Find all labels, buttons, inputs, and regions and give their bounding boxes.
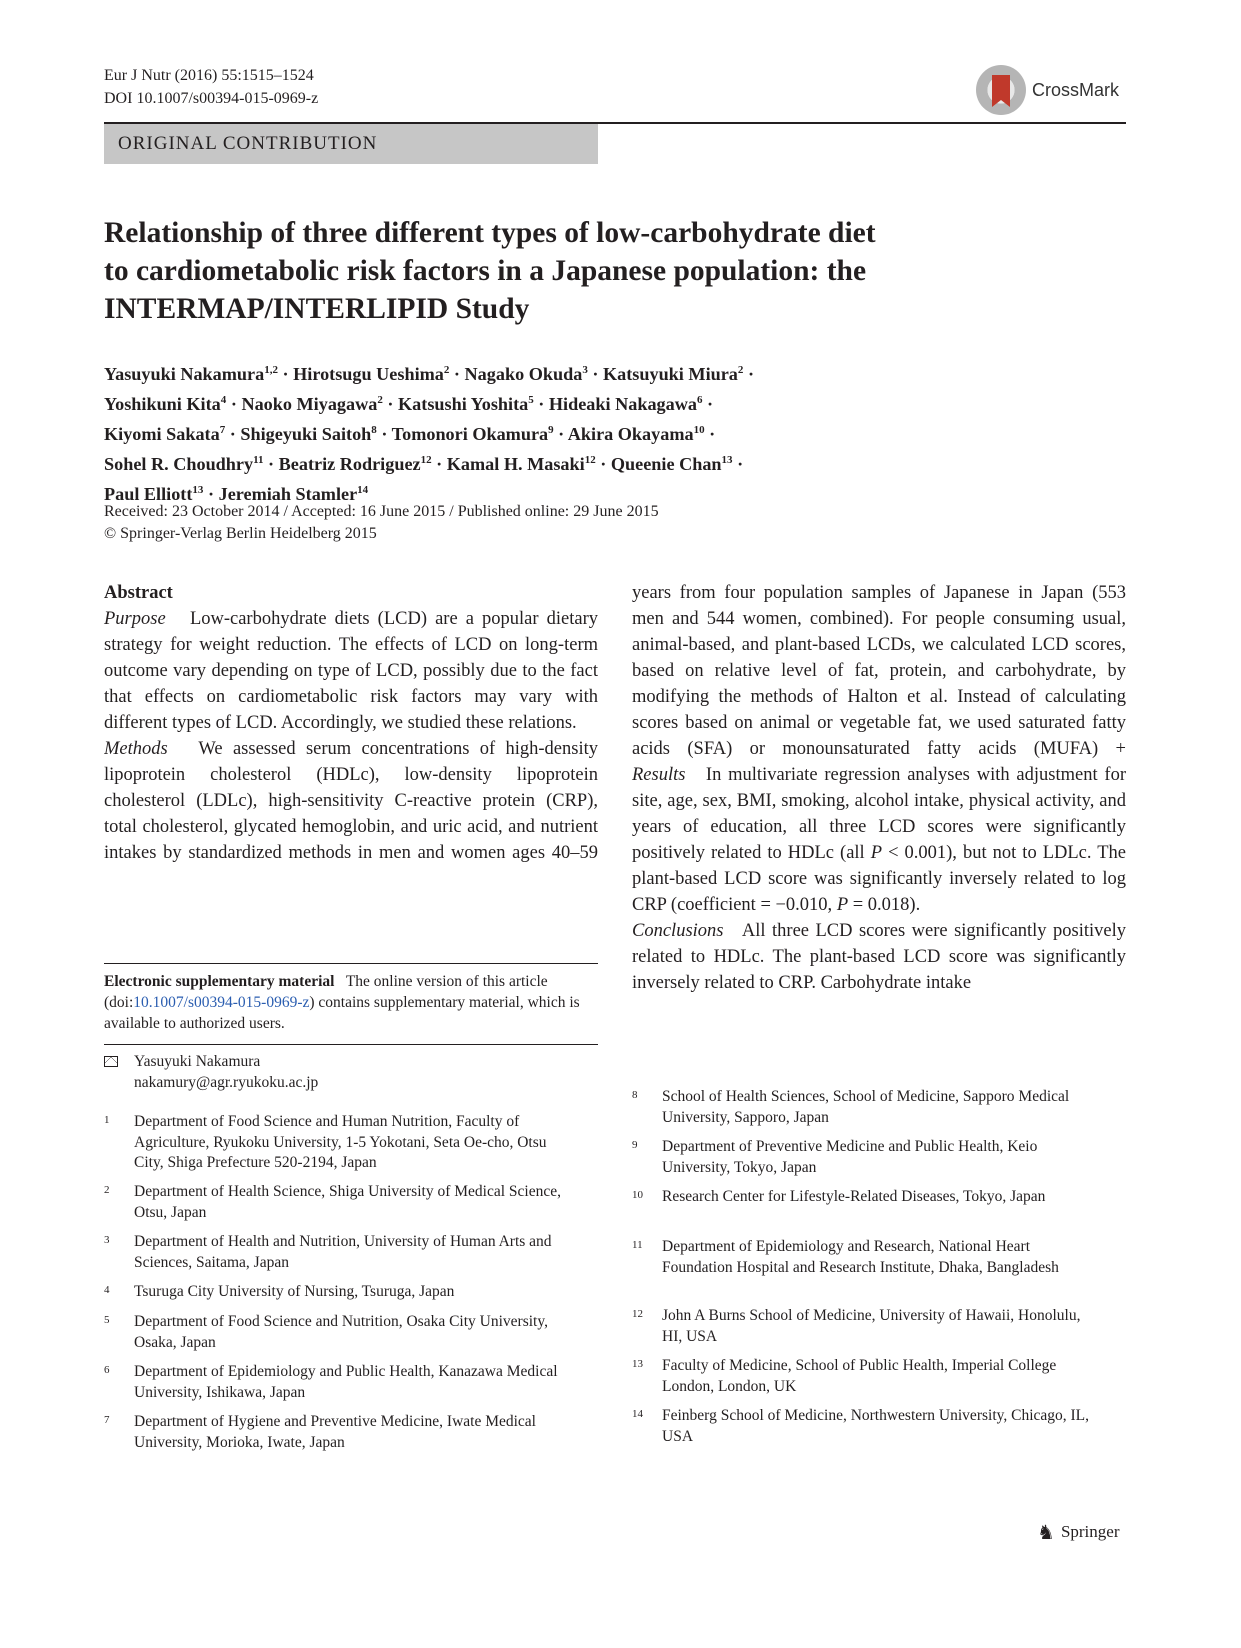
affiliation-text: Department of Hygiene and Preventive Medicine, Iwate Medical University, Morioka, Iwate, Japan — [134, 1413, 536, 1451]
affiliation-text: Research Center for Lifestyle-Related Diseases, Tokyo, Japan — [662, 1188, 1046, 1205]
author-affiliation: 7 — [219, 424, 226, 437]
author-name[interactable]: Naoko Miyagawa — [241, 394, 378, 415]
p-symbol: P — [836, 895, 849, 915]
supplementary-label: Electronic supplementary material — [104, 973, 335, 990]
affiliation-number: 1 — [104, 1114, 110, 1126]
affiliations-right — [632, 1087, 1126, 1467]
supplementary-text: The online version of this article (doi: — [104, 973, 548, 1011]
affiliation-number: 5 — [104, 1314, 110, 1326]
correspondence — [104, 1052, 598, 1096]
results-text: = 0.018). — [852, 895, 921, 915]
author-name[interactable]: Kamal H. Masaki — [446, 454, 585, 475]
conclusions-label: Conclusions — [632, 921, 724, 941]
springer-horse-icon: ♞ — [1037, 1520, 1055, 1544]
affiliation-number: 10 — [632, 1189, 643, 1201]
supplementary-note — [104, 971, 598, 1034]
abstract-heading: Abstract — [104, 583, 173, 603]
author-affiliation: 10 — [693, 424, 705, 437]
author-name[interactable]: Hideaki Nakagawa — [548, 394, 697, 415]
author-affiliation: 13 — [721, 454, 733, 467]
journal-volume: Eur J Nutr (2016) 55:1515–1524 — [104, 67, 314, 84]
journal-citation — [104, 64, 318, 110]
article-title — [104, 214, 1044, 328]
author-line: Kiyomi Sakata$^7$ · Shigeyuki Saitoh$^8$ · Tomonori Okamura$^9$ · Akira Okayama$^{10}$ · — [104, 424, 716, 445]
affiliation-text: John A Burns School of Medicine, University of Hawaii, Honolulu, HI, USA — [662, 1307, 1081, 1345]
affiliation-text: Faculty of Medicine, School of Public Health, Imperial College London, London, UK — [662, 1357, 1057, 1395]
author-affiliation: 2 — [443, 364, 450, 376]
author-affiliation: 1,2 — [264, 364, 278, 376]
author-name[interactable]: Yasuyuki Nakamura — [104, 364, 265, 385]
affiliation-text: Department of Health and Nutrition, University of Human Arts and Sciences, Saitama, Japan — [134, 1233, 552, 1271]
crossmark-icon — [976, 65, 1026, 115]
author-line: Yoshikuni Kita$^4$ · Naoko Miyagawa$^2$ · Katsushi Yoshita$^5$ · Hideaki Nakagawa$^6$ · — [104, 394, 714, 415]
author-name[interactable]: Sohel R. Choudhry — [104, 454, 254, 475]
title-line: INTERMAP/INTERLIPID Study — [104, 293, 530, 325]
affiliation-text: School of Health Sciences, School of Medicine, Sapporo Medical University, Sapporo, Japan — [662, 1088, 1070, 1126]
author-name[interactable]: Yoshikuni Kita — [104, 394, 221, 415]
author-line: Yasuyuki Nakamura$^{1,2}$ · Hirotsugu Ueshima$^2$ · Nagako Okuda$^3$ · Katsuyuki Miura$^2$ · — [104, 364, 755, 385]
author-name[interactable]: Katsuyuki Miura — [602, 364, 738, 385]
envelope-icon — [104, 1056, 118, 1067]
methods-continuation — [632, 580, 1126, 762]
author-name[interactable]: Tomonori Okamura — [391, 424, 549, 445]
abstract-right-column — [632, 580, 1126, 996]
author-affiliation: 4 — [220, 394, 227, 407]
conclusions-text: All three LCD scores were significantly positively related to HDLc. The plant-based LCD score was significantly inversely related to CRP. Carbohydrate intake — [632, 921, 1127, 993]
supplementary-text: ) contains supplementary material, which is available to authorized users. — [104, 994, 580, 1032]
author-line: Sohel R. Choudhry$^{11}$ · Beatriz Rodriguez$^{12}$ · Kamal H. Masaki$^{12}$ · Queenie Chan$^{13}$ · — [104, 454, 744, 475]
affiliation-text: Department of Epidemiology and Public Health, Kanazawa Medical University, Ishikawa, Japan — [134, 1363, 558, 1401]
abstract-purpose — [104, 606, 598, 736]
affiliation-number: 12 — [632, 1308, 643, 1320]
author-name[interactable]: Katsushi Yoshita — [398, 394, 529, 415]
author-affiliation: 14 — [357, 484, 369, 497]
author-name[interactable]: Shigeyuki Saitoh — [240, 424, 372, 445]
affiliation-text: Department of Food Science and Human Nutrition, Faculty of Agriculture, Ryukoku University, 1-5 Yokotani, Seta Oe-cho, Otsu City, Shiga Prefecture 520-2194, Japan — [134, 1113, 547, 1171]
author-affiliation: 5 — [528, 394, 534, 407]
affiliation-number: 6 — [104, 1364, 110, 1376]
title-line: to cardiometabolic risk factors in a Japanese population: the — [104, 255, 867, 287]
history-dates: Received: 23 October 2014 / Accepted: 16 June 2015 / Published online: 29 June 2015 — [104, 503, 659, 520]
crossmark-badge[interactable] — [976, 62, 1130, 118]
affiliation-number: 7 — [104, 1414, 110, 1426]
methods-text-continued: years from four population samples of Japanese in Japan (553 men and 544 women, combined). For people consuming usual, animal-based, and plant-based LCDs, we calculated LCD scores, based on relative level of fat, protein, and carbohydrate, by modifying the methods of Halton et al. Instead of calculating scores based on animal or vegetable fat, we used saturated fatty acids (SFA) or monounsaturated fatty acids (MUFA) + — [632, 583, 1126, 759]
doi-link[interactable]: 10.1007/s00394-015-0969-z — [133, 994, 310, 1011]
affiliation-text: Department of Epidemiology and Research, National Heart Foundation Hospital and Research Institute, Dhaka, Bangladesh — [662, 1238, 1059, 1276]
author-name[interactable]: Queenie Chan — [610, 454, 722, 475]
author-line: Paul Elliott$^{13}$ · Jeremiah Stamler$^{14}$ — [104, 484, 369, 505]
affiliation-number: 2 — [104, 1184, 110, 1196]
author-affiliation: 6 — [696, 394, 703, 407]
affiliation-text: Department of Health Science, Shiga University of Medical Science, Otsu, Japan — [134, 1183, 561, 1221]
title-line: Relationship of three different types of low-carbohydrate diet — [104, 217, 876, 249]
author-name[interactable]: Akira Okayama — [567, 424, 694, 445]
article-category: ORIGINAL CONTRIBUTION — [104, 124, 598, 164]
affiliation-text: Department of Preventive Medicine and Public Health, Keio University, Tokyo, Japan — [662, 1138, 1038, 1176]
purpose-label: Purpose — [104, 609, 166, 629]
abstract-conclusions — [632, 918, 1126, 996]
copyright: © Springer-Verlag Berlin Heidelberg 2015 — [104, 525, 377, 542]
author-name[interactable]: Kiyomi Sakata — [104, 424, 220, 445]
affiliation-text: Feinberg School of Medicine, Northwestern University, Chicago, IL, USA — [662, 1407, 1090, 1445]
journal-doi: DOI 10.1007/s00394-015-0969-z — [104, 90, 319, 107]
author-name[interactable]: Jeremiah Stamler — [218, 484, 358, 505]
affiliation-number: 9 — [632, 1139, 638, 1151]
supplementary-rule-bottom — [104, 1044, 598, 1045]
affiliation-number: 13 — [632, 1358, 643, 1370]
results-text: In multivariate regression analyses with adjustment for site, age, sex, BMI, smoking, alcohol intake, physical activity, and years of education, all three LCD scores were significantly positively related to HDLc (all — [632, 765, 1126, 863]
author-affiliation: 2 — [377, 394, 383, 407]
author-name[interactable]: Paul Elliott — [104, 484, 193, 505]
abstract-methods — [104, 736, 598, 866]
author-name[interactable]: Nagako Okuda — [464, 364, 583, 385]
publisher-name: Springer — [1060, 1522, 1120, 1541]
affiliation-number: 4 — [104, 1284, 110, 1296]
author-affiliation: 2 — [737, 364, 744, 376]
affiliations-left — [104, 1112, 598, 1472]
author-affiliation: 11 — [253, 454, 264, 467]
methods-text: We assessed serum concentrations of high-density lipoprotein cholesterol (HDLc), low-density lipoprotein cholesterol (LDLc), high-sensitivity C-reactive protein (CRP), total cholesterol, glycated hemoglobin, and uric acid, and nutrient intakes by standardized methods in men and women ages 40–59 — [104, 739, 598, 863]
author-name[interactable]: Beatriz Rodriguez — [278, 454, 421, 475]
supplementary-rule — [104, 963, 598, 964]
author-affiliation: 12 — [420, 454, 432, 467]
author-affiliation: 13 — [192, 484, 204, 497]
abstract-results — [632, 762, 1126, 918]
correspondence-email[interactable]: nakamury@agr.ryukoku.ac.jp — [134, 1073, 319, 1091]
methods-label: Methods — [104, 739, 168, 759]
crossmark-label: CrossMark — [1032, 79, 1120, 100]
abstract-left-column — [104, 580, 598, 866]
author-list — [104, 357, 904, 507]
author-affiliation: 8 — [371, 424, 377, 437]
results-label: Results — [632, 765, 686, 785]
affiliation-number: 14 — [632, 1408, 643, 1420]
methods-continuation-text — [632, 580, 1126, 762]
purpose-text: Low-carbohydrate diets (LCD) are a popular dietary strategy for weight reduction. The effects of LCD on long-term outcome vary depending on type of LCD, possibly due to the fact that effects on cardiometabolic risk factors may vary with different types of LCD. Accordingly, we studied these relations. — [104, 609, 599, 733]
author-affiliation: 12 — [584, 454, 596, 467]
results-text: < 0.001), but not to LDLc. The plant-based LCD score was significantly inversely related to log CRP (coefficient = −0.010, — [632, 843, 1126, 915]
affiliation-text: Department of Food Science and Nutrition, Osaka City University, Osaka, Japan — [134, 1313, 548, 1351]
p-symbol: P — [870, 843, 883, 863]
publisher-logo — [1037, 1520, 1119, 1544]
affiliation-text: Tsuruga City University of Nursing, Tsuruga, Japan — [134, 1283, 455, 1300]
affiliation-number: 11 — [632, 1239, 643, 1251]
author-affiliation: 9 — [548, 424, 554, 437]
author-affiliation: 3 — [582, 364, 588, 376]
author-name[interactable]: Hirotsugu Ueshima — [293, 364, 444, 385]
affiliation-number: 8 — [632, 1089, 638, 1101]
correspondence-name: Yasuyuki Nakamura — [134, 1053, 261, 1070]
affiliation-number: 3 — [104, 1234, 110, 1246]
publication-dates — [104, 501, 659, 545]
